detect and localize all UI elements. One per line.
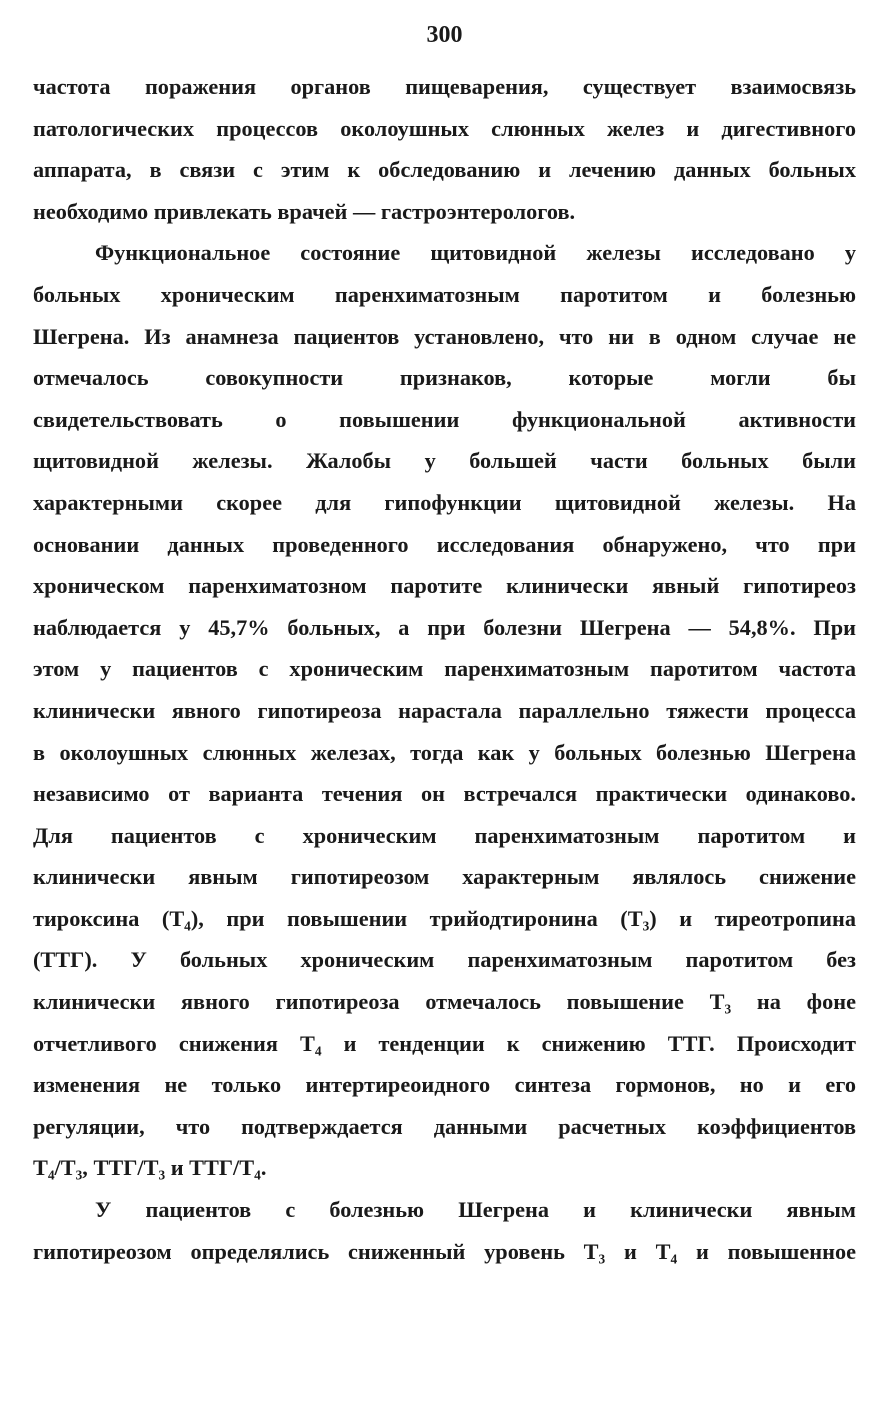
text-line: свидетельствовать о повышении функциональной активности xyxy=(33,406,856,432)
text-line: тироксина (T₄), при повышении трийодтиронина (T₃) и тиреотропина xyxy=(33,905,856,931)
text-line: Для пациентов с хроническим паренхиматозным паротитом и xyxy=(33,822,856,848)
text-line: У пациентов с болезнью Шегрена и клинически явным xyxy=(95,1197,856,1223)
text-line: изменения не только интертиреоидного синтеза гормонов, но и его xyxy=(33,1072,856,1098)
text-line: характерными скорее для гипофункции щитовидной железы. На xyxy=(33,489,856,515)
body-text xyxy=(33,66,856,1272)
paragraph-3 xyxy=(33,1189,856,1272)
text-line: регуляции, что подтверждается данными расчетных коэффициентов xyxy=(33,1113,856,1139)
text-line: патологических процессов околоушных слюнных желез и дигестивного xyxy=(33,115,856,141)
text-line: клинически явного гипотиреоза отмечалось повышение T₃ на фоне xyxy=(33,989,856,1015)
page-number: 300 xyxy=(426,22,463,48)
text-line: хроническом паренхиматозном паротите клинически явный гипотиреоз xyxy=(33,573,856,599)
text-line: отмечалось совокупности признаков, которые могли бы xyxy=(33,365,856,391)
text-line: частота поражения органов пищеварения, существует взаимосвязь xyxy=(33,74,856,99)
text-line: гипотиреозом определялись сниженный уровень T₃ и T₄ и повышенное xyxy=(33,1238,856,1264)
text-line: аппарата, в связи с этим к обследованию и лечению данных больных xyxy=(33,157,856,183)
paragraph-1 xyxy=(33,66,856,232)
text-line: отчетливого снижения T₄ и тенденции к снижению ТТГ. Происходит xyxy=(33,1030,856,1056)
text-line: больных хроническим паренхиматозным паротитом и болезнью xyxy=(33,281,856,307)
text-line: T₄/T₃, ТТГ/T₃ и ТТГ/T₄. xyxy=(33,1155,267,1181)
text-line: Функциональное состояние щитовидной железы исследовано у xyxy=(95,240,856,266)
text-line: наблюдается у 45,7% больных, а при болезни Шегрена — 54,8%. При xyxy=(33,614,856,640)
text-line: этом у пациентов с хроническим паренхиматозным паротитом частота xyxy=(33,656,856,682)
text-line: (ТТГ). У больных хроническим паренхиматозным паротитом без xyxy=(33,947,856,973)
paragraph-2 xyxy=(33,232,856,1189)
text-line: в околоушных слюнных железах, тогда как у больных болезнью Шегрена xyxy=(33,739,856,765)
text-line: независимо от варианта течения он встречался практически одинаково. xyxy=(33,781,856,807)
text-line: необходимо привлекать врачей — гастроэнтерологов. xyxy=(33,198,576,224)
text-line: щитовидной железы. Жалобы у большей части больных были xyxy=(33,448,856,474)
text-line: клинически явного гипотиреоза нарастала параллельно тяжести процесса xyxy=(33,697,856,723)
text-line: Шегрена. Из анамнеза пациентов установлено, что ни в одном случае не xyxy=(33,323,856,349)
text-line: клинически явным гипотиреозом характерным являлось снижение xyxy=(33,864,856,890)
text-line: основании данных проведенного исследования обнаружено, что при xyxy=(33,531,856,557)
